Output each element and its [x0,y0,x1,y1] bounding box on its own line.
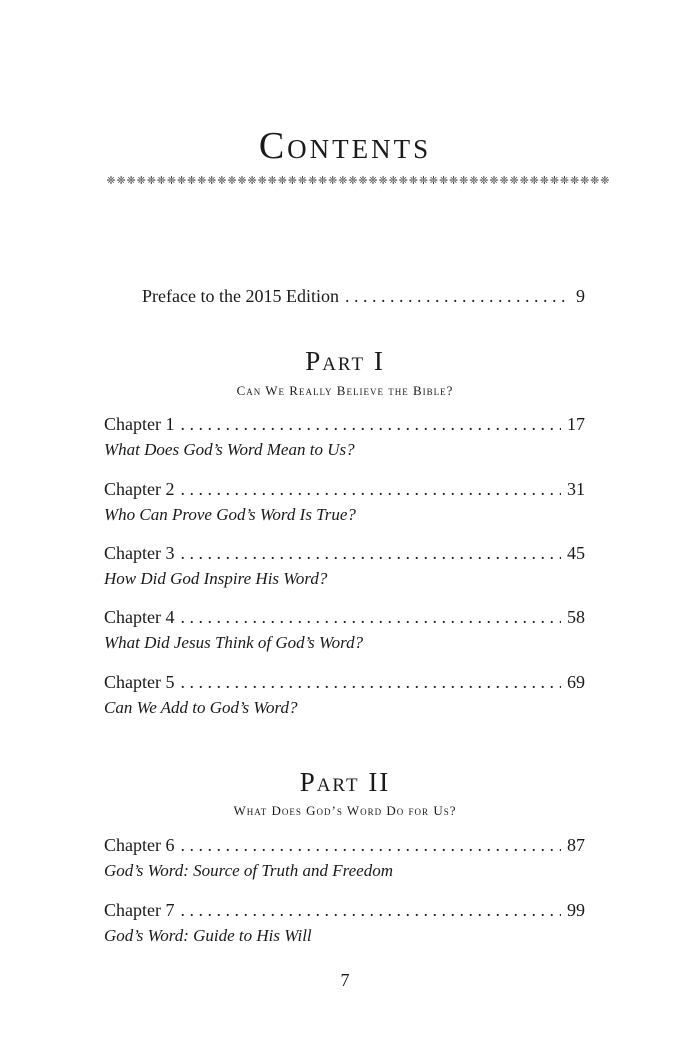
ornament-glyph-icon: ❈ [146,175,156,187]
ornament-glyph-icon: ❈ [227,175,237,187]
toc-entry-page: 9 [576,286,585,306]
chapter-title: How Did God Inspire His Word? [104,569,328,588]
dot-leader [180,833,561,857]
ornament-glyph-icon: ❈ [590,175,600,187]
ornament-glyph-icon: ❈ [297,175,308,187]
toc-entry-chapter-4[interactable] [104,605,585,629]
chapter-title: What Does God’s Word Mean to Us? [104,440,355,459]
ornament-glyph-icon: ❈ [348,175,358,187]
dot-leader [180,477,561,501]
toc-entry-page: 17 [567,414,585,434]
ornament-glyph-icon: ❈ [187,175,197,187]
dot-leader [345,284,570,308]
chapter-title: Can We Add to God’s Word? [104,698,298,717]
ornament-glyph-icon: ❈ [368,175,378,187]
toc-entry-label: Chapter 3 [104,543,175,563]
ornament-glyph-icon: ❈ [509,175,519,187]
toc-entry-label: Chapter 6 [104,835,175,855]
ornament-glyph-icon: ❈ [529,175,539,187]
ornament-glyph-icon: ❈ [338,175,348,187]
ornament-glyph-icon: ❈ [318,175,328,187]
chapter-title: God’s Word: Source of Truth and Freedom [104,861,393,880]
toc-entry-label: Preface to the 2015 Edition [142,286,339,306]
ornament-glyph-icon: ❈ [388,175,398,187]
toc-entry-chapter-7[interactable] [104,898,585,922]
toc-entry-chapter-2[interactable] [104,477,585,501]
ornament-glyph-icon: ❈ [600,175,610,187]
toc-entry-chapter-3[interactable] [104,541,585,565]
part-heading: Part II [299,767,391,797]
part-subtitle: What Does God’s Word Do for Us? [233,803,457,818]
ornament-glyph-icon: ❈ [116,175,126,187]
toc-entry-label: Chapter 4 [104,607,175,627]
ornament-glyph-icon: ❈ [539,175,549,187]
ornament-glyph-icon: ❈ [489,175,499,187]
ornament-glyph-icon: ❈ [277,175,287,187]
dot-leader [180,412,561,436]
ornament-glyph-icon: ❈ [136,175,146,187]
ornament-glyph-icon: ❈ [307,175,318,187]
toc-entry-page: 69 [567,672,585,692]
ornament-glyph-icon: ❈ [580,175,590,187]
dot-leader [180,605,561,629]
ornament-glyph-icon: ❈ [559,175,570,187]
page-number: 7 [340,970,350,990]
ornament-glyph-icon: ❈ [459,175,469,187]
ornament-glyph-icon: ❈ [207,175,217,187]
toc-entry-label: Chapter 5 [104,672,175,692]
ornament-glyph-icon: ❈ [398,175,408,187]
chapter-title: God’s Word: Guide to His Will [104,926,312,945]
toc-entry-label: Chapter 1 [104,414,175,434]
ornament-glyph-icon: ❈ [408,175,418,187]
toc-entry-page: 58 [567,607,585,627]
ornament-glyph-icon: ❈ [378,175,388,187]
ornament-glyph-icon: ❈ [106,175,116,187]
ornament-glyph-icon: ❈ [126,175,136,187]
dot-leader [180,541,561,565]
page-title: Contents [258,125,432,167]
ornament-glyph-icon: ❈ [499,175,509,187]
toc-entry-page: 87 [567,835,585,855]
toc-entry-label: Chapter 2 [104,479,175,499]
part-subtitle: Can We Really Believe the Bible? [236,383,454,398]
ornament-glyph-icon: ❈ [438,175,449,187]
ornament-glyph-icon: ❈ [197,175,207,187]
ornament-divider [106,174,610,188]
ornament-glyph-icon: ❈ [257,175,267,187]
toc-entry-page: 45 [567,543,585,563]
toc-entry-chapter-1[interactable] [104,412,585,436]
ornament-glyph-icon: ❈ [569,175,580,187]
ornament-glyph-icon: ❈ [328,175,338,187]
ornament-glyph-icon: ❈ [549,175,560,187]
ornament-glyph-icon: ❈ [156,175,166,187]
ornament-glyph-icon: ❈ [237,175,247,187]
ornament-glyph-icon: ❈ [217,175,227,187]
part-heading: Part I [305,346,385,376]
toc-entry-preface[interactable] [142,284,585,308]
ornament-glyph-icon: ❈ [166,175,177,187]
toc-entry-label: Chapter 7 [104,900,175,920]
ornament-glyph-icon: ❈ [418,175,429,187]
ornament-glyph-icon: ❈ [428,175,439,187]
chapter-title: What Did Jesus Think of God’s Word? [104,633,364,652]
ornament-glyph-icon: ❈ [449,175,459,187]
toc-entry-chapter-5[interactable] [104,670,585,694]
chapter-title: Who Can Prove God’s Word Is True? [104,505,356,524]
ornament-glyph-icon: ❈ [267,175,277,187]
ornament-glyph-icon: ❈ [287,175,298,187]
toc-entry-page: 31 [567,479,585,499]
ornament-glyph-icon: ❈ [479,175,489,187]
dot-leader [180,670,561,694]
ornament-glyph-icon: ❈ [358,175,368,187]
ornament-glyph-icon: ❈ [176,175,187,187]
toc-entry-page: 99 [567,900,585,920]
dot-leader [180,898,561,922]
ornament-glyph-icon: ❈ [247,175,257,187]
ornament-glyph-icon: ❈ [469,175,479,187]
ornament-glyph-icon: ❈ [519,175,529,187]
toc-entry-chapter-6[interactable] [104,833,585,857]
